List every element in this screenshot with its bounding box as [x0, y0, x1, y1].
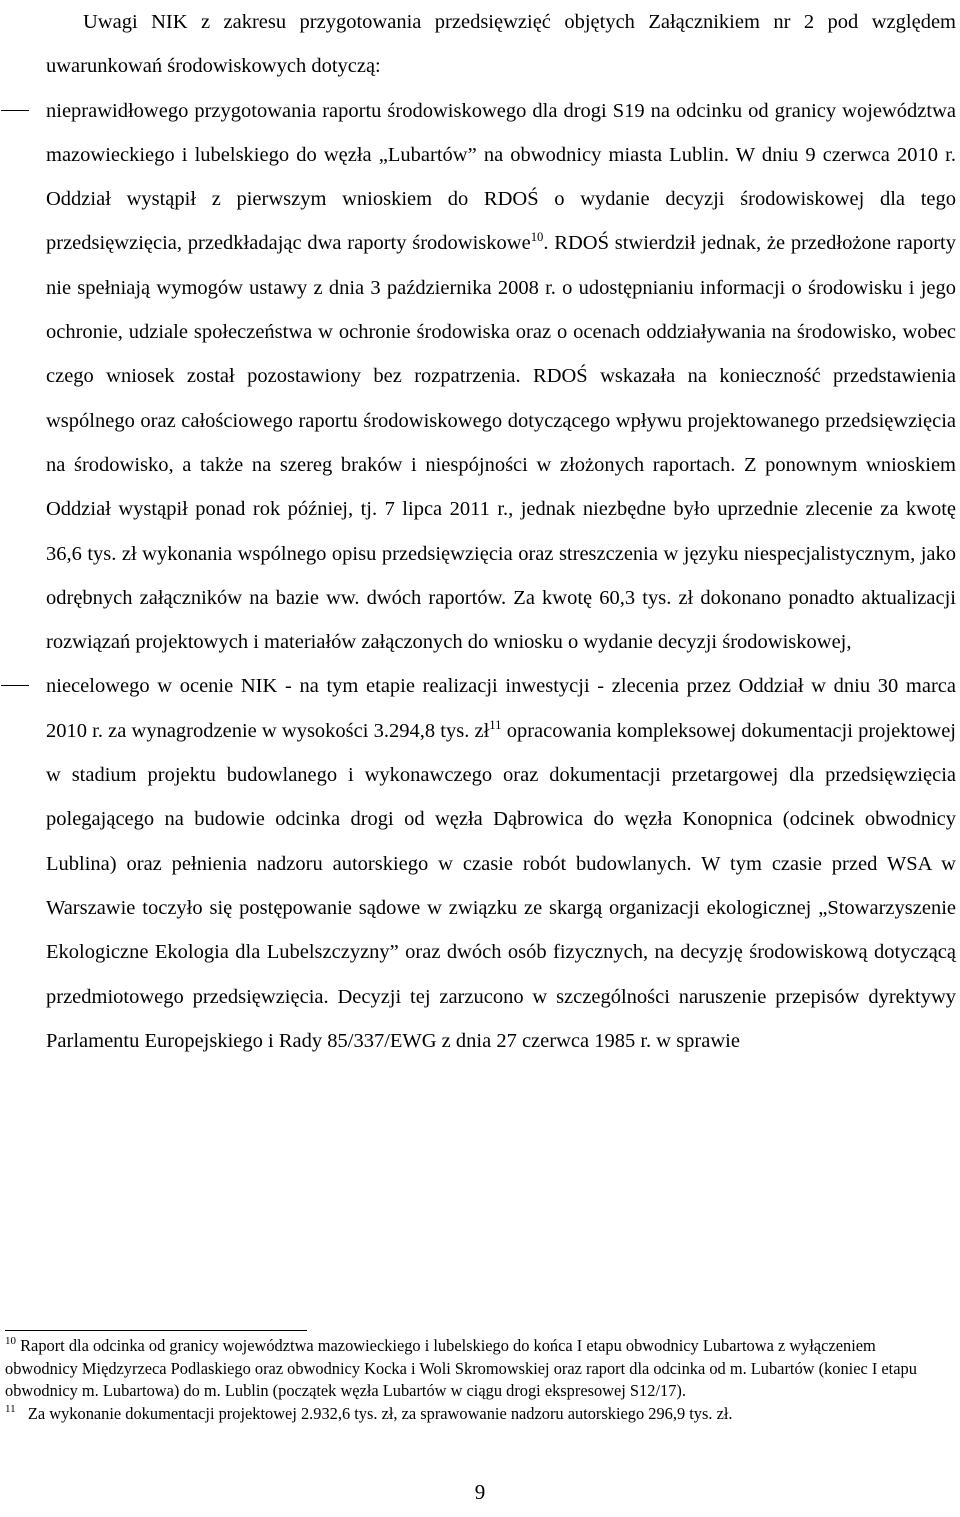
footnote-10	[5, 1335, 950, 1403]
footnote-separator	[5, 1330, 307, 1331]
footnote-number: 10	[5, 1334, 16, 1347]
bullet-text-2	[46, 664, 956, 1063]
footnote-number: 11	[5, 1402, 16, 1415]
bullet-1-part-a: nieprawidłowego przygotowania raportu środowiskowego dla drogi S19 na odcinku od granicy województwa mazowieckiego i lubelskiego do węzła „Lubartów” na obwodnicy miasta Lublin. W dniu 9 czerwca 2010 r. Oddział wystąpił z pierwszym wnioskiem do RDOŚ o wydanie decyzji środowiskowej dla tego przedsięwzięcia, przedkładając dwa raporty środowiskowe	[46, 99, 956, 255]
footnotes	[5, 1335, 950, 1425]
footnote-text: Raport dla odcinka od granicy województwa mazowieckiego i lubelskiego do końca I etapu obwodnicy Lubartowa z wyłączeniem obwodnicy Międzyrzeca Podlaskiego oraz obwodnicy Kocka i Woli Skromowskiej oraz raport dla odcinka od m. Lubartów (koniec I etapu obwodnicy m. Lubartowa) do m. Lublin (początek węzła Lubartów w ciągu drogi ekspresowej S12/17).	[5, 1336, 917, 1400]
page-number: 9	[474, 1480, 486, 1504]
footnote-text: Za wykonanie dokumentacji projektowej 2.932,6 tys. zł, za sprawowanie nadzoru autorskiego 296,9 tys. zł.	[27, 1403, 733, 1423]
bullet-1-part-b: . RDOŚ stwierdził jednak, że przedłożone raporty nie spełniają wymogów ustawy z dnia 3 października 2008 r. o udostępnianiu informacji o środowisku i jego ochronie, udziale społeczeństwa w ochronie środowiska oraz o ocenach oddziaływania na środowisko, wobec czego wniosek został pozostawiony bez rozpatrzenia. RDOŚ wskazała na konieczność przedstawienia wspólnego oraz całościowego raportu środowiskowego dotyczącego wpływu projektowanego przedsięwzięcia na środowisko, a także na szereg braków i niespójności w złożonych raportach. Z ponownym wnioskiem Oddział wystąpił ponad rok później, tj. 7 lipca 2011 r., jednak niezbędne było uprzednie zlecenie za kwotę 36,6 tys. zł wykonania wspólnego opisu przedsięwzięcia oraz streszczenia w języku niespecjalistycznym, jako odrębnych załączników na bazie ww. dwóch raportów. Za kwotę 60,3 tys. zł dokonano ponadto aktualizacji rozwiązań projektowych i materiałów załączonych do wniosku o wydanie decyzji środowiskowej,	[46, 232, 956, 654]
bullet-2-part-b: opracowania kompleksowej dokumentacji projektowej w stadium projektu budowlanego i wykonawczego oraz dokumentacji przetargowej dla przedsięwzięcia polegającego na budowie odcinka drogi od węzła Dąbrowica do węzła Konopnica (odcinek obwodnicy Lublina) oraz pełnienia nadzoru autorskiego w czasie robót budowlanych. W tym czasie przed WSA w Warszawie toczyło się postępowanie sądowe w związku ze skargą organizacji ekologicznej „Stowarzyszenie Ekologiczne Ekologia dla Lubelszczyzny” oraz dwóch osób fizycznych, na decyzję środowiskową dotyczącą przedmiotowego przedsięwzięcia. Decyzji tej zarzucono w szczególności naruszenie przepisów dyrektywy Parlamentu Europejskiego i Rady 85/337/EWG z dnia 27 czerwca 1985 r. w sprawie	[46, 719, 956, 1052]
dash-bullet-icon	[1, 685, 29, 686]
dash-bullet-icon	[1, 110, 29, 111]
bullet-2-part-a: niecelowego w ocenie NIK - na tym etapie realizacji inwestycji - zlecenia przez Oddział w dniu 30 marca 2010 r. za wynagrodzenie w wysokości 3.294,8 tys. zł	[46, 675, 956, 742]
footnote-11	[5, 1403, 950, 1426]
footnote-ref-11[interactable]: 11	[489, 717, 502, 732]
bullet-item-2	[46, 664, 956, 1063]
intro-paragraph: Uwagi NIK z zakresu przygotowania przedsięwzięć objętych Załącznikiem nr 2 pod względem uwarunkowań środowiskowych dotyczą:	[46, 11, 956, 78]
body-text	[46, 0, 956, 1063]
footnote-ref-10[interactable]: 10	[530, 230, 544, 245]
bullet-item-1	[46, 89, 956, 665]
bullet-text-1	[46, 89, 956, 665]
